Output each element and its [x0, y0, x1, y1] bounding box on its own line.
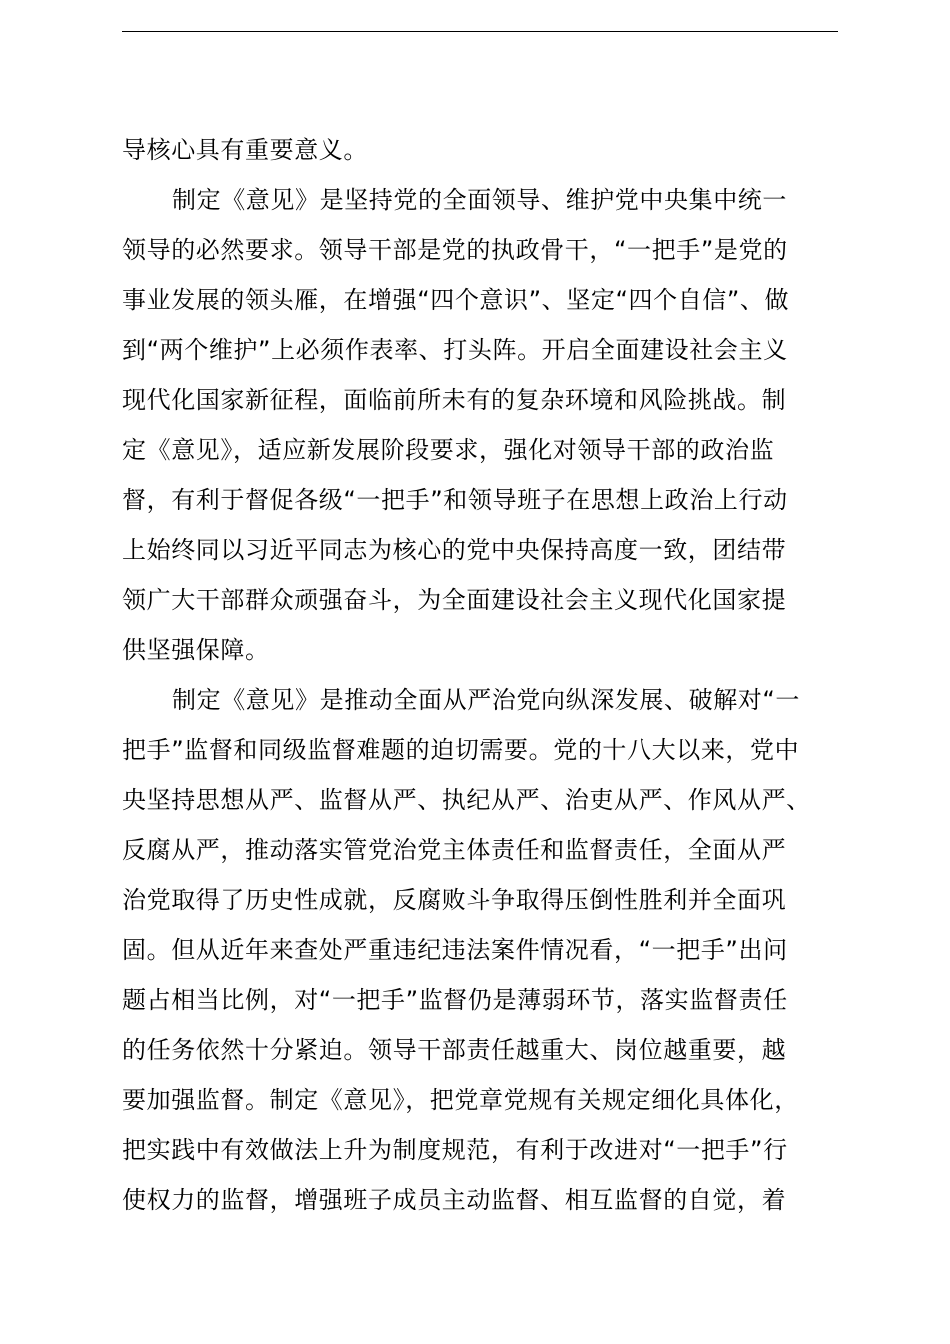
- text-line: 督，有利于督促各级“一把手”和领导班子在思想上政治上行动: [122, 486, 788, 514]
- text-line: 题占相当比例，对“一把手”监督仍是薄弱环节，落实监督责任: [122, 986, 788, 1014]
- text-line: 央坚持思想从严、监督从严、执纪从严、治吏从严、作风从严、: [122, 786, 811, 814]
- text-line: 把实践中有效做法上升为制度规范，有利于改进对“一把手”行: [122, 1136, 788, 1164]
- text-line: 供坚强保障。: [122, 636, 270, 664]
- text-line: 反腐从严，推动落实管党治党主体责任和监督责任，全面从严: [122, 836, 787, 864]
- document-body: [122, 125, 842, 1225]
- text-line: 把手”监督和同级监督难题的迫切需要。党的十八大以来，党中: [122, 736, 800, 764]
- text-line: 现代化国家新征程，面临前所未有的复杂环境和风险挑战。制: [122, 386, 787, 414]
- paragraph-start-line: 制定《意见》是推动全面从严治党向纵深发展、破解对“一: [172, 686, 801, 714]
- text-line: 上始终同以习近平同志为核心的党中央保持高度一致，团结带: [122, 536, 787, 564]
- header-rule: [122, 31, 838, 32]
- text-line: 要加强监督。制定《意见》，把党章党规有关规定细化具体化，: [122, 1086, 799, 1114]
- text-line: 治党取得了历史性成就，反腐败斗争取得压倒性胜利并全面巩: [122, 886, 787, 914]
- text-line: 到“两个维护”上必须作表率、打头阵。开启全面建设社会主义: [122, 336, 788, 364]
- text-line: 领导的必然要求。领导干部是党的执政骨干，“一把手”是党的: [122, 236, 788, 264]
- text-line: 导核心具有重要意义。: [122, 136, 368, 164]
- text-line: 事业发展的领头雁，在增强“四个意识”、坚定“四个自信”、做: [122, 286, 790, 314]
- paragraph-start-line: 制定《意见》是坚持党的全面领导、维护党中央集中统一: [172, 186, 787, 214]
- text-line: 固。但从近年来查处严重违纪违法案件情况看，“一把手”出问: [122, 936, 788, 964]
- text-line: 使权力的监督，增强班子成员主动监督、相互监督的自觉，着: [122, 1186, 787, 1214]
- text-line: 的任务依然十分紧迫。领导干部责任越重大、岗位越重要，越: [122, 1036, 787, 1064]
- text-line: 定《意见》，适应新发展阶段要求，强化对领导干部的政治监: [122, 436, 775, 464]
- text-line: 领广大干部群众顽强奋斗，为全面建设社会主义现代化国家提: [122, 586, 787, 614]
